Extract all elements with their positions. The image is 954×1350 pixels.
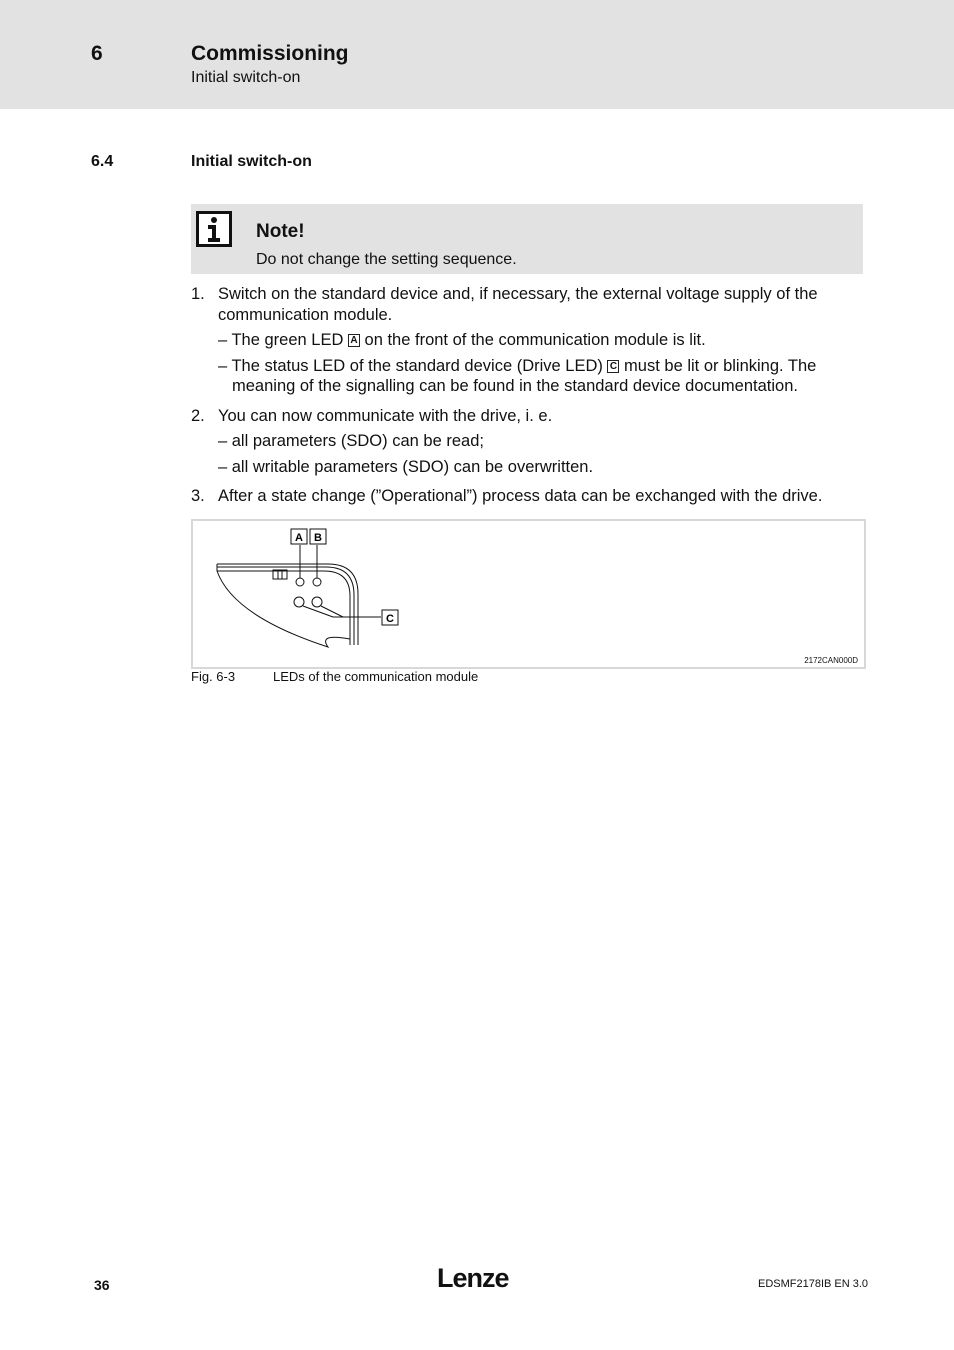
chapter-subtitle: Initial switch-on — [191, 69, 301, 86]
step-1-sub2-pre: – The status LED of the standard device (Drive LED) — [218, 357, 608, 375]
figure-frame — [191, 519, 866, 669]
chapter-header — [0, 0, 954, 109]
section-number: 6.4 — [91, 153, 114, 170]
step-1-sub1-pre: – The green LED — [218, 331, 348, 349]
note-text: Do not change the setting sequence. — [256, 251, 517, 268]
info-icon — [196, 211, 232, 247]
chapter-title: Commissioning — [191, 42, 349, 65]
step-1-sub1-post: on the front of the communication module is lit. — [359, 331, 706, 349]
led-label-a: A — [295, 532, 303, 544]
step-2-sub1: – all parameters (SDO) can be read; — [218, 432, 484, 450]
figure-code: 2172CAN000D — [804, 656, 858, 665]
step-1-line1: Switch on the standard device and, if necessary, the external voltage supply of the — [218, 285, 818, 303]
step-1-sub2-line2: meaning of the signalling can be found in the standard device documentation. — [232, 377, 798, 395]
step-1-sub2 — [218, 356, 816, 377]
ref-c-label: C — [607, 360, 619, 373]
figure-caption-text: LEDs of the communication module — [273, 669, 479, 684]
note-title: Note! — [256, 221, 305, 242]
ref-a-label: A — [348, 334, 360, 347]
step-2-sub2: – all writable parameters (SDO) can be overwritten. — [218, 458, 594, 476]
step-2-number: 2. — [191, 407, 205, 425]
step-3-number: 3. — [191, 487, 205, 505]
document-code: EDSMF2178IB EN 3.0 — [758, 1278, 869, 1290]
step-2-line1: You can now communicate with the drive, i. e. — [218, 407, 553, 425]
led-label-b: B — [314, 532, 322, 544]
page-number: 36 — [94, 1277, 110, 1293]
step-1-sub1 — [218, 330, 706, 351]
section-title: Initial switch-on — [191, 153, 312, 170]
step-1-number: 1. — [191, 285, 205, 303]
step-1-sub2-post: must be lit or blinking. The — [619, 357, 817, 375]
led-diagram — [193, 521, 864, 667]
led-label-c: C — [386, 613, 394, 625]
figure-caption-number: Fig. 6-3 — [191, 669, 236, 684]
step-3-line1: After a state change (”Operational”) process data can be exchanged with the drive. — [218, 487, 823, 505]
step-1-line2: communication module. — [218, 306, 393, 324]
lenze-logo: Lenze — [437, 1263, 509, 1293]
chapter-number: 6 — [91, 42, 103, 65]
note-box — [191, 204, 863, 274]
